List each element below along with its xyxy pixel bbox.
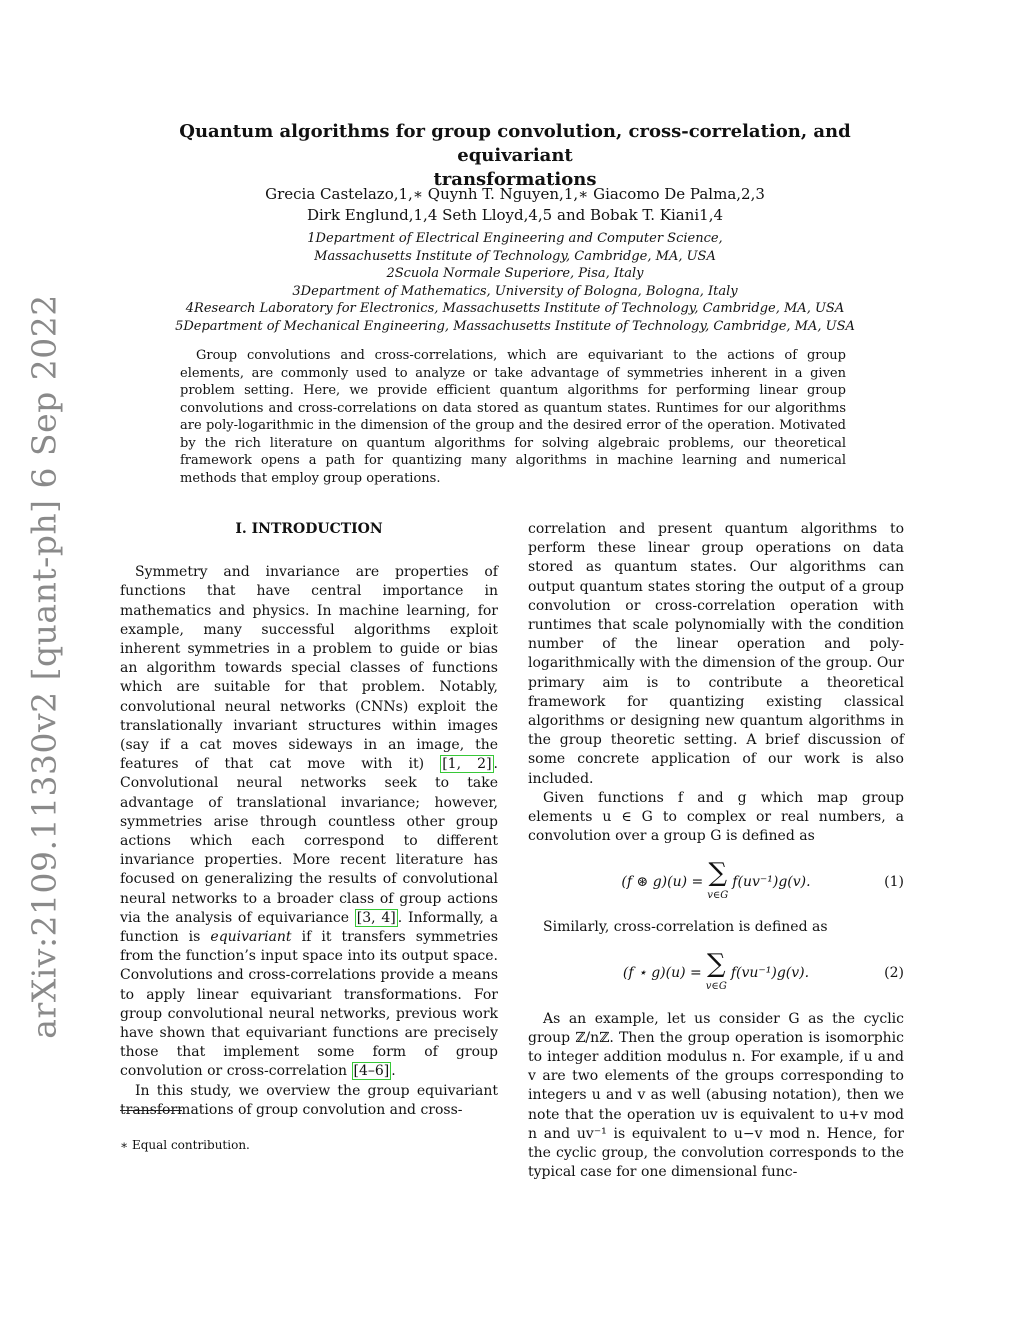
equation-2-rhs: f(vu⁻¹)g(v). <box>730 965 810 982</box>
right-paragraph-1: correlation and present quantum algorithms to perform these linear group operations on data stored as quantum states. Our algorithms can output quantum states storing the output of a group convolution or cross-correlation operation with runtimes that scale polynomially with the condition number of the linear operation and poly-logarithmically with the dimension of the group. Our primary aim is to contribute a theoretical framework for quantizing existing classical algorithms or designing new quantum algorithms in the group theoretic setting. A brief discussion of some concrete application of our work is also included. <box>528 521 904 787</box>
paper-title <box>120 120 910 192</box>
affiliation-5: 5Department of Mechanical Engineering, Massachusetts Institute of Technology, Cambridge, MA, USA <box>175 318 855 334</box>
citation-4-6[interactable]: [4–6] <box>353 1063 390 1080</box>
authors-line-2: Dirk Englund,1,4 Seth Lloyd,4,5 and Bobak T. Kiani1,4 <box>306 206 724 224</box>
arxiv-identifier-text: arXiv:2109.11330v2 [quant-ph] 6 Sep 2022 <box>24 293 64 1039</box>
right-paragraph-4: As an example, let us consider G as the cyclic group ℤ/nℤ. Then the group operation is isomorphic to integer addition modulus n. For example, if u and v are two elements of the groups corresponding to integers u and v as well (abusing notation), then we note that the operation uv is equivalent to u+v mod n and uv⁻¹ is equivalent to u−v mod n. Hence, for the cyclic group, the convolution corresponds to the typical case for one dimensional func- <box>528 1010 904 1181</box>
title-line-1: Quantum algorithms for group convolution, cross-correlation, and equivariant <box>179 121 851 166</box>
equation-2-number: (2) <box>884 965 904 982</box>
intro-paragraph-2: In this study, we overview the group equivariant transformations of group convolution and cross- <box>120 1082 498 1118</box>
citation-1-2[interactable]: [1, 2] <box>442 756 492 773</box>
equation-1-lhs: (f ⊛ g)(u) = <box>621 873 704 890</box>
summation-subscript: v∈G <box>707 889 729 901</box>
footnote: ∗ Equal contribution. <box>120 1138 250 1152</box>
affiliation-2: 2Scuola Normale Superiore, Pisa, Italy <box>386 266 644 281</box>
title-line-2: transformations <box>433 169 597 190</box>
affiliation-1a: 1Department of Electrical Engineering and Computer Science, <box>307 231 723 246</box>
summation-symbol: ∑ v∈G <box>706 951 727 996</box>
authors-line-1: Grecia Castelazo,1,∗ Quynh T. Nguyen,1,∗ Giacomo De Palma,2,3 <box>265 185 765 203</box>
intro-p1-part-d: if it transfers symmetries from the function’s input space into its output space. Convolutions and cross-correlations provide a means to apply linear equivariant transformations. For group convolutional neural networks, previous work have shown that equivariant functions are precisely those that implement some form of group convolution or cross-correlation <box>120 929 498 1080</box>
intro-paragraph-1 <box>120 563 498 1081</box>
term-equivariant: equivariant <box>210 929 292 946</box>
intro-p1-part-a: Symmetry and invariance are properties of functions that have central importance in mathematics and physics. In machine learning, for example, many successful algorithms exploit inherent symmetries in a problem to guide or bias an algorithm towards special classes of functions which are suitable for that problem. Notably, convolutional neural networks (CNNs) exploit the translationally invariant structures within images (say if a cat moves sideways in an image, the features of that cat move with it) <box>120 564 498 773</box>
affiliation-4: 4Research Laboratory for Electronics, Massachusetts Institute of Technology, Cambridge, MA, USA <box>185 301 845 316</box>
right-column <box>528 520 904 1182</box>
equation-2 <box>528 948 904 1000</box>
right-paragraph-2: Given functions f and g which map group elements u ∈ G to complex or real numbers, a convolution over a group G is defined as <box>528 789 904 845</box>
right-paragraph-3: Similarly, cross-correlation is defined as <box>543 919 828 936</box>
affiliation-3: 3Department of Mathematics, University of Bologna, Bologna, Italy <box>292 283 738 299</box>
intro-p1-part-b: . Convolutional neural networks seek to take advantage of translational invariance; however, symmetries arise through countless other group actions which each correspond to different invariance properties. More recent literature has focused on generalizing the results of convolutional neural networks to a broader class of group actions via the analysis of equivariance <box>120 756 498 926</box>
equation-2-lhs: (f ⋆ g)(u) = <box>622 965 702 982</box>
section-heading-introduction: I. INTRODUCTION <box>235 521 383 537</box>
summation-symbol: ∑ v∈G <box>707 860 728 905</box>
intro-p1-part-e: . <box>391 1063 396 1080</box>
affiliation-1b: Massachusetts Institute of Technology, Cambridge, MA, USA <box>314 248 716 264</box>
affiliations <box>120 230 910 335</box>
abstract <box>180 347 846 487</box>
summation-subscript: v∈G <box>705 981 727 993</box>
arxiv-identifier <box>22 293 66 1039</box>
citation-3-4[interactable]: [3, 4] <box>356 909 396 926</box>
author-list <box>120 184 910 226</box>
equation-1 <box>528 856 904 908</box>
equation-1-number: (1) <box>884 873 904 890</box>
equation-1-rhs: f(uv⁻¹)g(v). <box>732 873 811 890</box>
left-column <box>120 520 498 1120</box>
footnote-rule <box>120 1110 182 1111</box>
intro-p1-part-c: . Informally, a function is <box>120 909 499 946</box>
abstract-text: Group convolutions and cross-correlations, which are equivariant to the actions of group elements, are commonly used to analyze or take advantage of symmetries inherent in a given problem setting. Here, we provide efficient quantum algorithms for performing linear group convolutions and cross-correlations on data stored as quantum states. Runtimes for our algorithms are poly-logarithmic in the dimension of the group and the desired error of the operation. Motivated by the rich literature on quantum algorithms for solving algebraic problems, our theoretical framework opens a path for quantizing many algorithms in machine learning and numerical methods that employ group operations. <box>180 348 846 486</box>
